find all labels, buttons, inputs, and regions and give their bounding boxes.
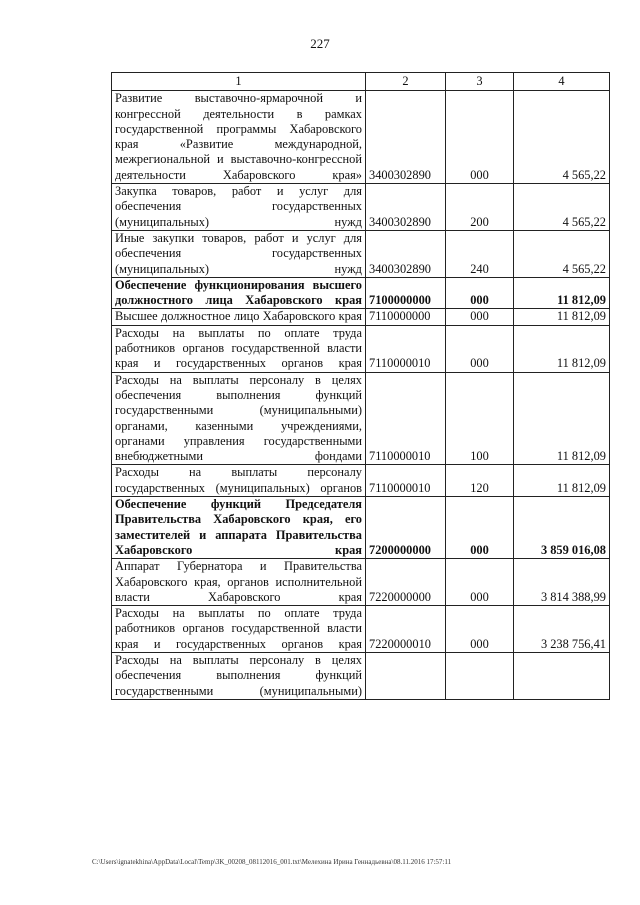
- row-code: 3400302890: [366, 184, 446, 231]
- row-type: 200: [446, 184, 514, 231]
- table-row: [112, 184, 610, 231]
- row-code: [366, 652, 446, 699]
- row-name: Иные закупки товаров, работ и услуг для обеспечения государственных (муниципальных) нужд: [112, 230, 366, 277]
- column-header-1: 1: [112, 73, 366, 91]
- row-code: 7100000000: [366, 277, 446, 309]
- row-amount: 4 565,22: [514, 184, 610, 231]
- row-code: 7220000000: [366, 559, 446, 606]
- row-code: 3400302890: [366, 230, 446, 277]
- row-type: 000: [446, 91, 514, 184]
- table-row: [112, 652, 610, 699]
- table-row: [112, 465, 610, 497]
- row-code: 7110000010: [366, 372, 446, 465]
- row-type: 000: [446, 559, 514, 606]
- budget-table: [111, 72, 610, 700]
- column-header-3: 3: [446, 73, 514, 91]
- row-amount: 11 812,09: [514, 325, 610, 372]
- row-amount: 3 238 756,41: [514, 606, 610, 653]
- row-amount: 11 812,09: [514, 309, 610, 325]
- page-number: 227: [310, 36, 330, 51]
- table-row: [112, 559, 610, 606]
- row-name: Высшее должностное лицо Хабаровского края: [112, 309, 366, 325]
- table-row-section: [112, 277, 610, 309]
- row-amount: 11 812,09: [514, 465, 610, 497]
- column-header-4: 4: [514, 73, 610, 91]
- table-row: [112, 230, 610, 277]
- row-name: Аппарат Губернатора и Правительства Хабаровского края, органов исполнительной власти Хабаровского края: [112, 559, 366, 606]
- row-name: Расходы на выплаты по оплате труда работников органов государственной власти края и государственных органов края: [112, 325, 366, 372]
- row-code: 7110000010: [366, 465, 446, 497]
- row-amount: 3 814 388,99: [514, 559, 610, 606]
- row-code: 7220000010: [366, 606, 446, 653]
- table-row-section: [112, 497, 610, 559]
- row-type: 100: [446, 372, 514, 465]
- row-amount: 4 565,22: [514, 91, 610, 184]
- row-name: Обеспечение функций Председателя Правительства Хабаровского края, его заместителей и аппарата Правительства Хабаровского края: [112, 497, 366, 559]
- table-row: [112, 91, 610, 184]
- row-type: 000: [446, 325, 514, 372]
- table-header-row: [112, 73, 610, 91]
- row-type: 000: [446, 606, 514, 653]
- row-name: Расходы на выплаты персоналу в целях обеспечения выполнения функций государственными (муниципальными) органами, казенными учреждениями, органами управления государственными внебюджетными фондами: [112, 372, 366, 465]
- table-row: [112, 325, 610, 372]
- row-code: 7110000010: [366, 325, 446, 372]
- row-amount: 4 565,22: [514, 230, 610, 277]
- row-name: Обеспечение функционирования высшего должностного лица Хабаровского края: [112, 277, 366, 309]
- row-name: Расходы на выплаты персоналу в целях обеспечения выполнения функций государственными (муниципальными): [112, 652, 366, 699]
- row-amount: 11 812,09: [514, 277, 610, 309]
- row-name: Развитие выставочно-ярмарочной и конгрессной деятельности в рамках государственной программы Хабаровского края «Развитие международной, межрегиональной и выставочно-конгрессной деятельности Хабаровского края»: [112, 91, 366, 184]
- row-type: 000: [446, 277, 514, 309]
- row-code: 7110000000: [366, 309, 446, 325]
- row-type: 120: [446, 465, 514, 497]
- row-code: 7200000000: [366, 497, 446, 559]
- row-type: 000: [446, 309, 514, 325]
- row-code: 3400302890: [366, 91, 446, 184]
- footer-file-path: C:\Users\ignatekhina\AppData\Local\Temp\3K_00208_08112016_001.txt\Мелехина Ирина Геннадьевна\08.11.2016 17:57:11: [92, 858, 452, 866]
- row-type: 240: [446, 230, 514, 277]
- row-amount: 11 812,09: [514, 372, 610, 465]
- row-name: Расходы на выплаты персоналу государственных (муниципальных) органов: [112, 465, 366, 497]
- row-name: Закупка товаров, работ и услуг для обеспечения государственных (муниципальных) нужд: [112, 184, 366, 231]
- row-type: [446, 652, 514, 699]
- table-row: [112, 372, 610, 465]
- row-type: 000: [446, 497, 514, 559]
- row-amount: 3 859 016,08: [514, 497, 610, 559]
- table-row: [112, 606, 610, 653]
- column-header-2: 2: [366, 73, 446, 91]
- row-name: Расходы на выплаты по оплате труда работников органов государственной власти края и государственных органов края: [112, 606, 366, 653]
- row-amount: [514, 652, 610, 699]
- table-row: [112, 309, 610, 325]
